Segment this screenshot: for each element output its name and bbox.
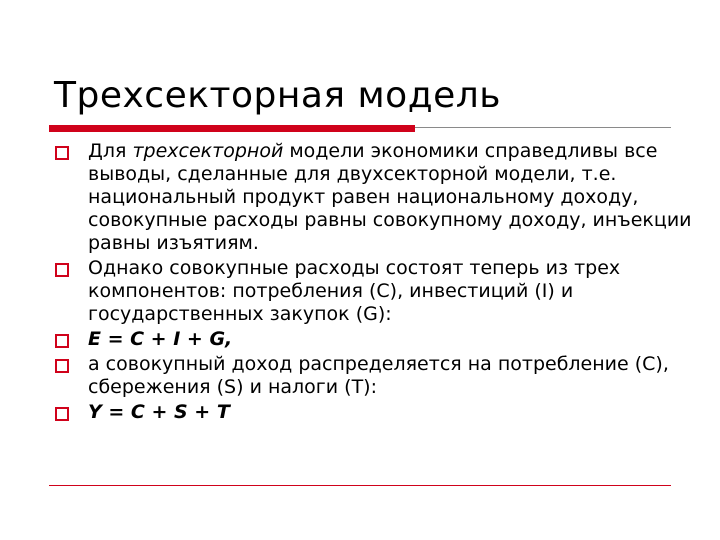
bullet-item — [54, 328, 694, 351]
bullet-text-post: модели экономики справедливы все выводы, сделанные для двухсекторной модели, т.е. национальный продукт равен национальному доходу, совокупные расходы равны совокупному доходу, инъекции равны изъятиям. — [88, 140, 692, 254]
bullet-list — [54, 140, 694, 426]
hollow-square-bullet-icon — [55, 263, 69, 277]
formula-income: Y = C + S + T — [88, 401, 230, 423]
title-underline-red — [49, 125, 415, 132]
hollow-square-bullet-icon — [55, 359, 69, 373]
bullet-item — [54, 353, 694, 399]
footer-divider — [49, 485, 671, 486]
slide-title: Трехсекторная модель — [54, 75, 501, 116]
bullet-text-pre: Для — [88, 140, 133, 162]
hollow-square-bullet-icon — [55, 334, 69, 348]
bullet-item — [54, 401, 694, 424]
hollow-square-bullet-icon — [55, 146, 69, 160]
bullet-text: а совокупный доход распределяется на потребление (C), сбережения (S) и налоги (T): — [88, 353, 669, 398]
bullet-text-italic: трехсекторной — [132, 140, 284, 162]
hollow-square-bullet-icon — [55, 407, 69, 421]
bullet-text: Однако совокупные расходы состоят теперь из трех компонентов: потребления (C), инвестиций (I) и государственных закупок (G): — [88, 257, 621, 325]
bullet-item — [54, 140, 694, 255]
bullet-item — [54, 257, 694, 326]
formula-expenditure: E = C + I + G, — [88, 328, 233, 350]
